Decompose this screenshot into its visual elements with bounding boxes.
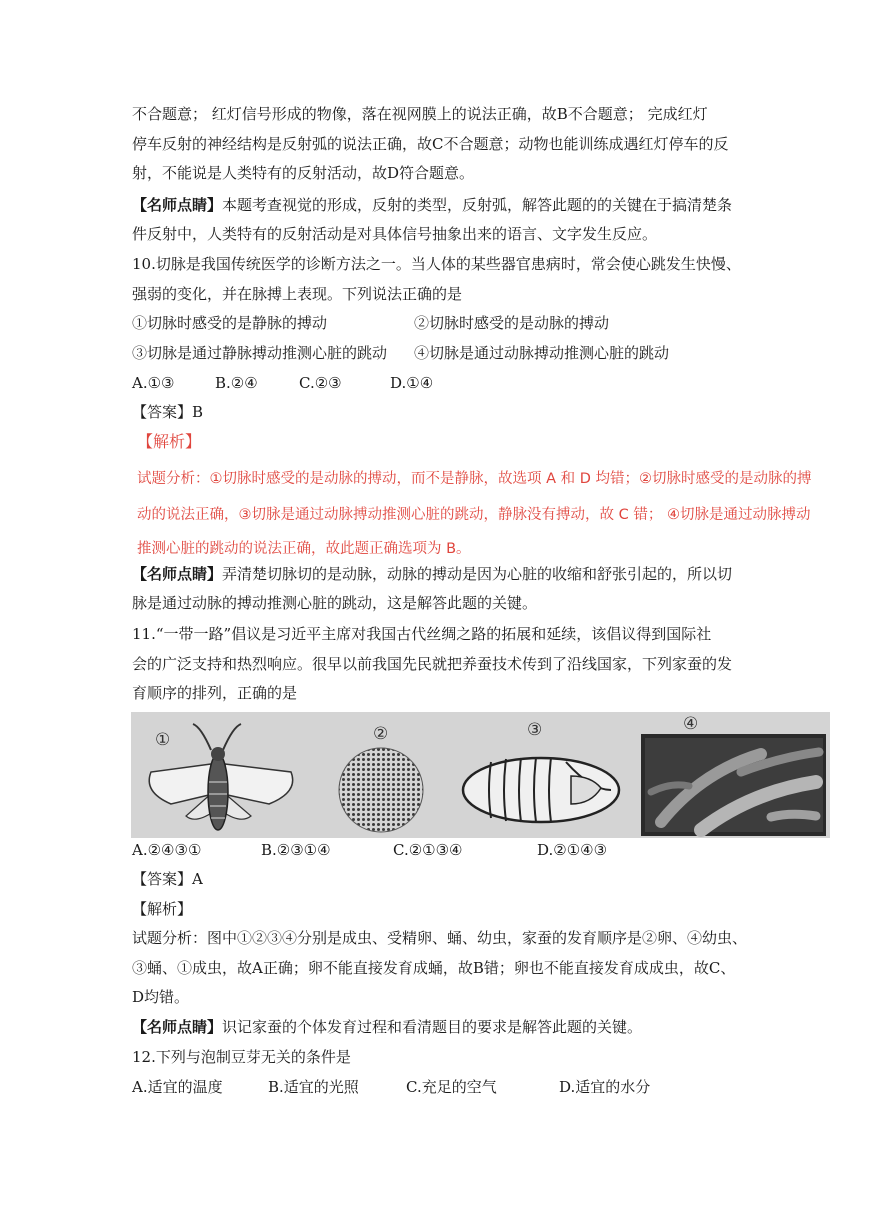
q10-statements: [132, 313, 327, 333]
q11-tip: [132, 1017, 642, 1037]
figure-label-1: ①: [155, 730, 171, 750]
q11-option-c: C.②①③④: [393, 841, 463, 859]
q12-option-c: C.充足的空气: [406, 1078, 497, 1096]
q10-statement-1: ①切脉时感受的是静脉的搏动: [132, 314, 328, 332]
q10-statement-4: ④切脉是通过动脉搏动推测心脏的跳动: [414, 344, 670, 362]
q12-options: [132, 1077, 732, 1097]
q12-option-b: B.适宜的光照: [268, 1078, 359, 1096]
tip-text: 弄清楚切脉切的是动脉，动脉的搏动是因为心脏的收缩和舒张引起的，所以切: [222, 565, 733, 583]
tip-label: 【名师点睛】: [132, 1018, 223, 1036]
q10-statements: [132, 343, 387, 363]
q11-analysis: D均错。: [132, 988, 190, 1006]
text-line: 不合题意； 红灯信号形成的物像，落在视网膜上的说法正确，故B不合题意； 完成红灯: [132, 105, 708, 123]
q11-option-a: A.②④③①: [132, 841, 202, 859]
q10-statements: [414, 343, 669, 363]
text-line: 件反射中，人类特有的反射活动是对具体信号抽象出来的语言、文字发生反应。: [132, 225, 658, 243]
tip-line: [132, 195, 732, 215]
pupa-image: [451, 712, 626, 838]
q10-statements: [414, 313, 609, 333]
q11-analysis: 试题分析：图中①②③④分别是成虫、受精卵、蛹、幼虫，家蚕的发育顺序是②卵、④幼虫、: [132, 929, 748, 947]
figure-label-4: ④: [683, 714, 699, 734]
q11-option-d: D.②①④③: [537, 841, 608, 859]
tip-text: 识记家蚕的个体发育过程和看清题目的要求是解答此题的关键。: [222, 1018, 643, 1036]
q10-analysis: 推测心脏的跳动的说法正确，故此题正确选项为 B。: [137, 541, 471, 557]
tip-label: 【名师点睛】: [132, 196, 223, 214]
q10-option-c: C.②③: [299, 374, 342, 392]
q10-stem: 强弱的变化，并在脉搏上表现。下列说法正确的是: [132, 285, 463, 303]
q10-option-d: D.①④: [390, 374, 434, 392]
q10-statement-3: ③切脉是通过静脉搏动推测心脏的跳动: [132, 344, 388, 362]
tip-label: 【名师点睛】: [132, 565, 223, 583]
text-line: 脉是通过动脉的搏动推测心脏的跳动，这是解答此题的关键。: [132, 594, 538, 612]
q10-answer: 【答案】B: [132, 403, 204, 421]
larvae-image: [641, 712, 830, 838]
q10-option-b: B.②④: [215, 374, 258, 392]
q11-analysis-label: 【解析】: [132, 900, 193, 918]
q11-options: [132, 840, 732, 860]
q10-option-a: A.①③: [132, 374, 175, 392]
q11-analysis: ③蛹、①成虫，故A正确；卵不能直接发育成蛹，故B错；卵也不能直接发育成成虫，故C、: [132, 959, 736, 977]
eggs-image: [321, 712, 441, 838]
q11-stem: 会的广泛支持和热烈响应。很早以前我国先民就把养蚕技术传到了沿线国家，下列家蚕的发: [132, 655, 733, 673]
silkworm-figure: [131, 712, 830, 838]
q10-analysis: 动的说法正确，③切脉是通过动脉搏动推测心脏的跳动，静脉没有搏动，故 C 错； ④切脉是通过动脉搏动: [137, 507, 811, 523]
q11-stem: 育顺序的排列，正确的是: [132, 684, 298, 702]
q12-stem: 12.下列与泡制豆芽无关的条件是: [132, 1048, 351, 1066]
q10-statement-2: ②切脉时感受的是动脉的搏动: [414, 314, 610, 332]
q10-tip: [132, 564, 732, 584]
q10-stem: 10.切脉是我国传统医学的诊断方法之一。当人体的某些器官患病时，常会使心跳发生快慢、: [132, 255, 741, 273]
q10-analysis-label: 【解析】: [137, 432, 202, 451]
text-line: 停车反射的神经结构是反射弧的说法正确，故C不合题意；动物也能训练成遇红灯停车的反: [132, 135, 729, 153]
figure-label-2: ②: [373, 724, 389, 744]
q11-answer: 【答案】A: [132, 870, 203, 888]
text-line: 射，不能说是人类特有的反射活动，故D符合题意。: [132, 164, 475, 182]
q11-stem: 11.“一带一路”倡议是习近平主席对我国古代丝绸之路的拓展和延续，该倡议得到国际社: [132, 625, 712, 643]
tip-text: 本题考查视觉的形成，反射的类型，反射弧，解答此题的的关键在于搞清楚条: [222, 196, 733, 214]
q12-option-d: D.适宜的水分: [559, 1078, 651, 1096]
q10-options: [132, 373, 732, 393]
larvae-icon: [641, 712, 830, 838]
q12-option-a: A.适宜的温度: [132, 1078, 223, 1096]
moth-image: [131, 712, 306, 838]
figure-label-3: ③: [527, 720, 543, 740]
q11-option-b: B.②③①④: [261, 841, 331, 859]
q10-analysis: 试题分析：①切脉时感受的是动脉的搏动，而不是静脉，故选项 A 和 D 均错；②切脉时感受的是动脉的搏: [137, 471, 812, 487]
